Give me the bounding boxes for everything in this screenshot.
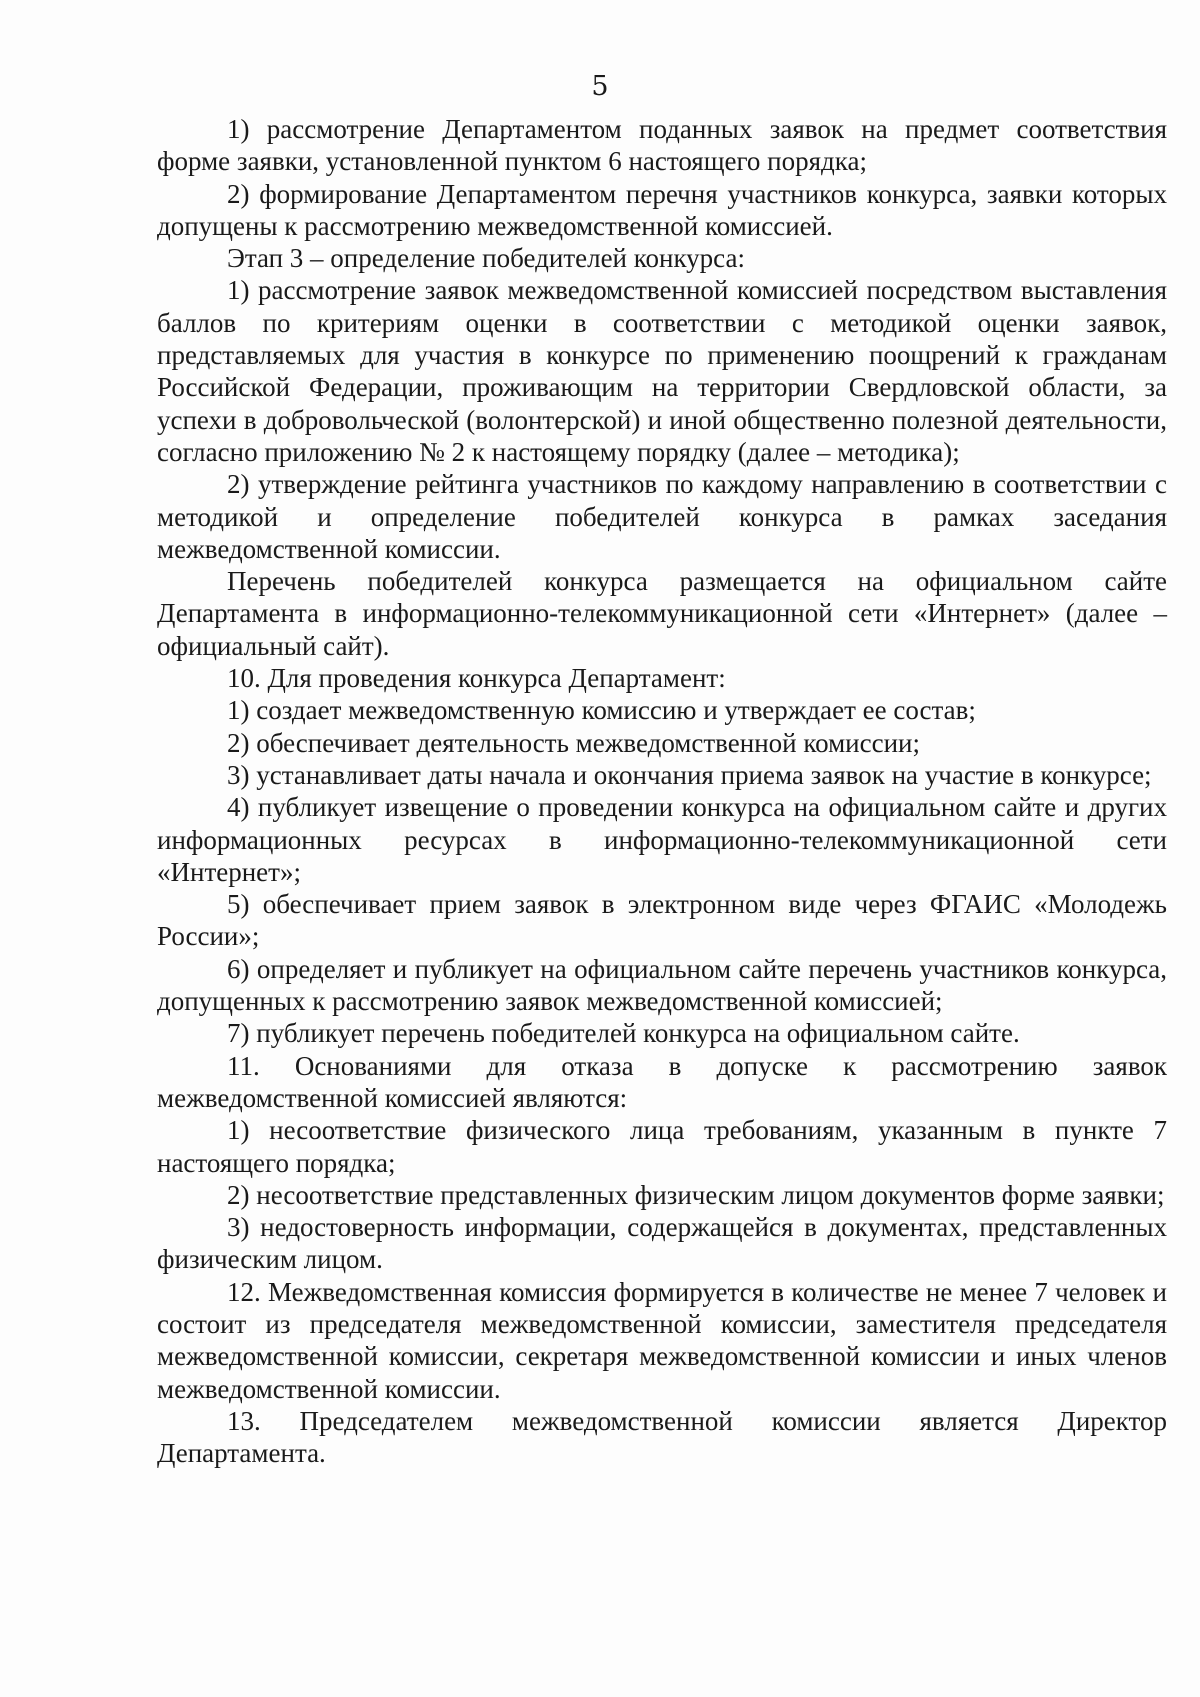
paragraph-clause-10-item4: 4) публикует извещение о проведении конкурса на официальном сайте и других информационных ресурсах в информационно-телекоммуникационной сети «Интернет»; [157, 792, 1167, 887]
document-body [157, 113, 1167, 1469]
paragraph-clause-12: 12. Межведомственная комиссия формируется в количестве не менее 7 человек и состоит из председателя межведомственной комиссии, заместителя председателя межведомственной комиссии, секретаря межведомственной комиссии и иных членов межведомственной комиссии. [157, 1276, 1167, 1404]
paragraph-clause-11-item3: 3) недостоверность информации, содержащейся в документах, представленных физическим лицом. [157, 1212, 1167, 1275]
paragraph-stage3-heading: Этап 3 – определение победителей конкурса: [227, 243, 745, 274]
paragraph-stage2-item1: 1) рассмотрение Департаментом поданных заявок на предмет соответствия форме заявки, установленной пунктом 6 настоящего порядка; [157, 114, 1167, 177]
paragraph-stage3-item1: 1) рассмотрение заявок межведомственной комиссией посредством выставления баллов по критериям оценки в соответствии с методикой оценки заявок, представляемых для участия в конкурсе по применению поощрений к гражданам Российской Федерации, проживающим на территории Свердловской области, за успехи в добровольческой (волонтерской) и иной общественно полезной деятельности, согласно приложению № 2 к настоящему порядку (далее – методика); [157, 275, 1167, 467]
paragraph-clause-13: 13. Председателем межведомственной комиссии является Директор Департамента. [157, 1405, 1167, 1469]
paragraph-stage3-item2: 2) утверждение рейтинга участников по каждому направлению в соответствии с методикой и определение победителей конкурса в рамках заседания межведомственной комиссии. [157, 469, 1167, 564]
paragraph-stage2-item2: 2) формирование Департаментом перечня участников конкурса, заявки которых допущены к рассмотрению межведомственной комиссией. [157, 178, 1167, 241]
paragraph-clause-11-item1: 1) несоответствие физического лица требованиям, указанным в пункте 7 настоящего порядка; [157, 1115, 1167, 1178]
page-number: 5 [591, 71, 609, 102]
paragraph-clause-11-item2: 2) несоответствие представленных физическим лицом документов форме заявки; [227, 1179, 1165, 1210]
paragraph-clause-10-item5: 5) обеспечивает прием заявок в электронном виде через ФГАИС «Молодежь России»; [157, 889, 1167, 952]
paragraph-clause-10-item7: 7) публикует перечень победителей конкурса на официальном сайте. [227, 1018, 1020, 1049]
paragraph-winners-list: Перечень победителей конкурса размещается на официальном сайте Департамента в информационно-телекоммуникационной сети «Интернет» (далее – официальный сайт). [157, 566, 1167, 661]
paragraph-clause-10-item1: 1) создает межведомственную комиссию и утверждает ее состав; [227, 695, 976, 726]
paragraph-clause-10-item3: 3) устанавливает даты начала и окончания приема заявок на участие в конкурсе; [227, 759, 1152, 790]
paragraph-clause-11: 11. Основаниями для отказа в допуске к рассмотрению заявок межведомственной комиссией являются: [157, 1050, 1167, 1113]
paragraph-clause-10-item2: 2) обеспечивает деятельность межведомственной комиссии; [227, 727, 920, 758]
paragraph-clause-10: 10. Для проведения конкурса Департамент: [227, 663, 726, 694]
paragraph-clause-10-item6: 6) определяет и публикует на официальном сайте перечень участников конкурса, допущенных к рассмотрению заявок межведомственной комиссией; [157, 953, 1167, 1017]
